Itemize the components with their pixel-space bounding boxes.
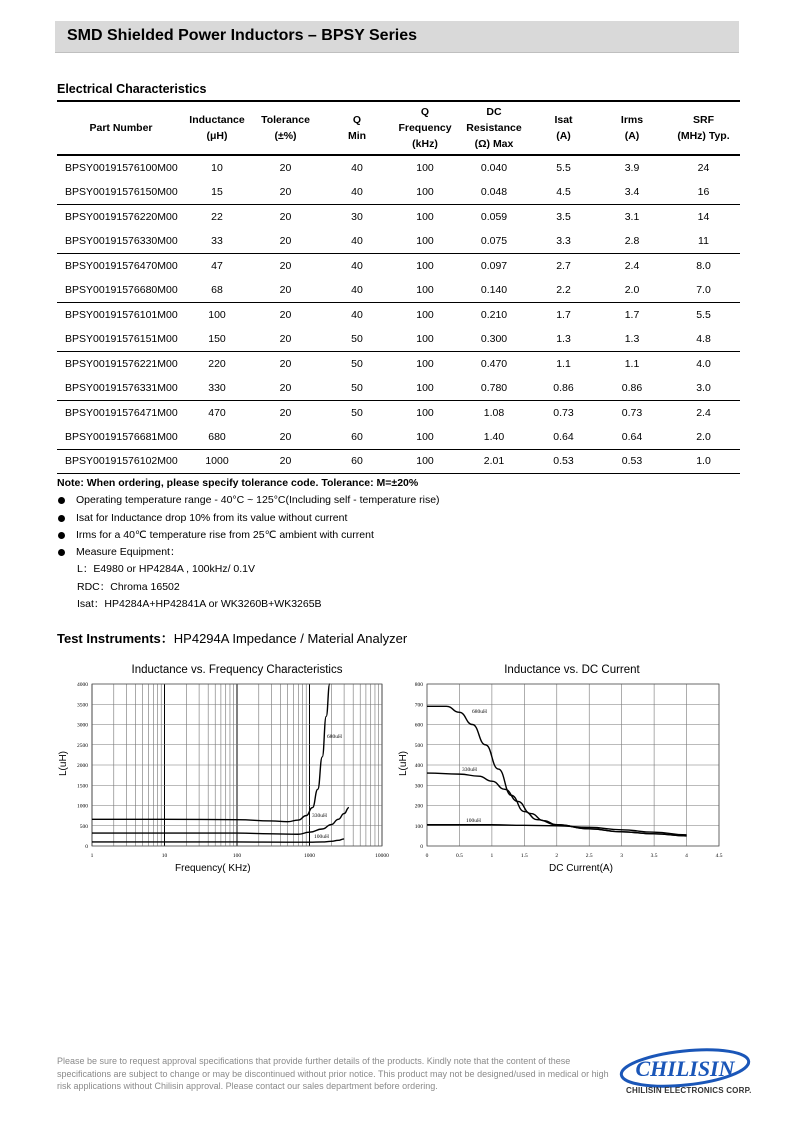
x-tick-label: 10000 [375, 853, 389, 859]
part-number-cell: BPSY00191576680M00 [57, 278, 185, 303]
x-tick-label: 3.5 [650, 853, 658, 859]
column-header-line: Frequency [398, 122, 452, 134]
table-cell: 220 [208, 357, 226, 370]
table-cell: 1.1 [556, 357, 571, 370]
part-number-cell: BPSY00191576220M00 [65, 210, 178, 223]
column-header-line: (±%) [274, 130, 297, 142]
column-header-line: Isat [554, 114, 573, 126]
table-cell: 0.300 [458, 327, 530, 352]
x-tick-label: 1 [490, 853, 494, 859]
chart1-title: Inductance vs. Frequency Characteristics [131, 664, 343, 676]
column-header [530, 101, 597, 155]
table-cell: 4.8 [667, 327, 740, 352]
series-label: 100uH [314, 834, 329, 840]
y-tick-label: 600 [414, 722, 423, 729]
table-cell: 20 [249, 180, 322, 205]
footer-disclaimer: Please be sure to request approval specifications that provide further details of the products. Kindly note that the content of these specifications are subject to change or may be discontinued without prior notice. This product may not be designed/used in medical or high risk applications without Chilisin approval. Please contact our sales department before ordering. [57, 1056, 609, 1091]
table-cell: 100 [416, 210, 434, 223]
table-cell: 24 [697, 161, 710, 174]
table-cell: 0.075 [458, 229, 530, 254]
column-header [392, 101, 458, 155]
table-cell: 20 [279, 406, 292, 419]
table-cell: 2.4 [624, 259, 640, 272]
part-number-cell: BPSY00191576101M00 [65, 308, 178, 321]
part-number-cell: BPSY00191576471M00 [65, 406, 178, 419]
table-row [57, 351, 740, 376]
table-cell: 2.0 [667, 425, 740, 450]
table-cell: 100 [416, 259, 434, 272]
svg-text:CHILISIN: CHILISIN [635, 1056, 735, 1081]
table-cell: 100 [392, 376, 458, 401]
table-cell: 100 [208, 308, 226, 321]
chart1-xlabel: Frequency( KHz) [175, 863, 251, 874]
column-header-line: Q [352, 114, 362, 126]
y-tick-label: 0 [420, 844, 423, 850]
table-cell: 3.4 [597, 180, 667, 205]
table-cell: 100 [392, 327, 458, 352]
bullet-operating-temperature: Operating temperature range - 40°C ~ 125°C(Including self - temperature rise) [57, 492, 440, 509]
table-cell: 47 [211, 259, 223, 272]
table-cell: 2.7 [556, 259, 571, 272]
table-cell: 20 [249, 278, 322, 303]
table-cell: 0.059 [480, 210, 508, 223]
table-cell: 20 [279, 210, 292, 223]
column-header-line: Tolerance [261, 114, 310, 126]
table-cell: 1.3 [597, 327, 667, 352]
chart-inductance-vs-dc-current [400, 676, 735, 862]
table-cell: 8.0 [696, 259, 711, 272]
table-cell: 100 [392, 278, 458, 303]
table-cell: 100 [416, 406, 434, 419]
test-instruments [57, 628, 407, 647]
table-cell: 20 [249, 425, 322, 450]
table-cell: 1.0 [667, 449, 740, 474]
table-cell: 16 [667, 180, 740, 205]
chart1-ylabel: L(uH) [58, 750, 69, 776]
chart2-ylabel: L(uH) [398, 750, 409, 776]
x-tick-label: 1 [90, 853, 94, 859]
table-cell: 40 [322, 229, 392, 254]
table-cell: 2.4 [696, 406, 711, 419]
part-number-cell: BPSY00191576470M00 [65, 259, 178, 272]
chart2-xlabel: DC Current(A) [549, 863, 613, 874]
table-row [57, 449, 740, 474]
column-header-line: (A) [556, 130, 571, 142]
column-header-line: (MHz) Typ. [677, 130, 730, 142]
column-header-line: Q [420, 106, 430, 118]
column-header-line: Inductance [189, 114, 245, 126]
table-row [57, 253, 740, 278]
table-cell: 40 [351, 308, 363, 321]
y-tick-label: 700 [414, 702, 423, 709]
table-cell: 0.86 [530, 376, 597, 401]
table-cell: 0.140 [458, 278, 530, 303]
table-cell: 22 [211, 210, 223, 223]
table-cell: 0.64 [530, 425, 597, 450]
table-row [57, 302, 740, 327]
y-tick-label: 500 [79, 823, 88, 830]
bullet-isat: Isat for Inductance drop 10% from its value without current [57, 510, 440, 527]
table-cell: 100 [416, 308, 434, 321]
page-title: SMD Shielded Power Inductors – BPSY Series [67, 27, 418, 44]
table-cell: 15 [185, 180, 249, 205]
table-cell: 1000 [185, 449, 249, 474]
y-tick-label: 200 [414, 803, 423, 810]
column-header-line: SRF [693, 114, 714, 126]
table-cell: 50 [351, 357, 363, 370]
table-cell: 5.5 [556, 161, 571, 174]
column-header [249, 101, 322, 155]
table-cell: 150 [185, 327, 249, 352]
table-cell: 40 [351, 161, 363, 174]
y-tick-label: 100 [414, 823, 423, 830]
table-cell: 40 [322, 180, 392, 205]
x-tick-label: 2 [555, 853, 559, 859]
table-cell: 60 [322, 449, 392, 474]
column-header [597, 101, 667, 155]
y-tick-label: 3500 [77, 702, 88, 709]
table-cell: 0.048 [458, 180, 530, 205]
table-row [57, 400, 740, 425]
x-tick-label: 100 [232, 853, 242, 859]
bullet-measure-equipment: Measure Equipment： [57, 544, 440, 561]
table-cell: 4.5 [530, 180, 597, 205]
table-row [57, 180, 740, 205]
table-row [57, 155, 740, 180]
table-cell: 3.5 [556, 210, 571, 223]
table-cell: 1.1 [624, 357, 640, 370]
column-header-line: (kHz) [412, 138, 438, 150]
x-tick-label: 3 [620, 853, 624, 859]
series-label: 680uH [327, 734, 342, 740]
table-cell: 11 [667, 229, 740, 254]
table-cell: 50 [351, 406, 363, 419]
table-cell: 100 [392, 449, 458, 474]
y-tick-label: 3000 [77, 722, 88, 729]
table-cell: 20 [279, 161, 292, 174]
table-cell: 60 [322, 425, 392, 450]
table-header-row [57, 101, 740, 155]
table-cell: 0.470 [480, 357, 508, 370]
chart-inductance-vs-frequency [56, 676, 396, 862]
table-cell: 50 [322, 376, 392, 401]
table-row [57, 425, 740, 450]
grid [92, 684, 382, 846]
table-row [57, 229, 740, 254]
table-cell: 2.0 [597, 278, 667, 303]
column-header-line: (μH) [206, 130, 228, 142]
column-header [458, 101, 530, 155]
table-cell: 2.2 [530, 278, 597, 303]
table-cell: 5.5 [696, 308, 711, 321]
series-line-330uH [92, 808, 349, 835]
table-cell: 3.0 [667, 376, 740, 401]
series-label: 330uH [312, 813, 327, 819]
equipment-l: L：E4980 or HP4284A , 100kHz/ 0.1V [77, 563, 256, 576]
table-cell: 100 [392, 229, 458, 254]
electrical-characteristics-table [57, 100, 740, 474]
part-number-cell: BPSY00191576150M00 [57, 180, 185, 205]
column-header [667, 101, 740, 155]
table-cell: 0.210 [480, 308, 508, 321]
x-tick-label: 0 [425, 853, 429, 859]
column-header [185, 101, 249, 155]
table-cell: 0.73 [553, 406, 574, 419]
y-tick-label: 1000 [77, 803, 88, 810]
table-row [57, 204, 740, 229]
table-cell: 1.7 [556, 308, 571, 321]
table-cell: 1.08 [483, 406, 505, 419]
table-cell: 0.86 [597, 376, 667, 401]
section-title: Electrical Characteristics [57, 82, 207, 96]
table-cell: 68 [185, 278, 249, 303]
table-cell: 33 [185, 229, 249, 254]
table-cell: 20 [279, 308, 292, 321]
part-number-cell: BPSY00191576331M00 [57, 376, 185, 401]
column-header-line: Part Number [89, 122, 153, 134]
series-label: 330uH [462, 767, 477, 773]
column-header-line: DC [486, 106, 502, 118]
table-cell: 20 [249, 327, 322, 352]
table-cell: 0.040 [480, 161, 508, 174]
table-cell: 680 [185, 425, 249, 450]
table-cell: 2.8 [597, 229, 667, 254]
x-tick-label: 10 [161, 853, 168, 859]
x-tick-label: 4.5 [715, 853, 723, 859]
header-bar [55, 21, 739, 53]
table-cell: 0.097 [480, 259, 508, 272]
chart2-title: Inductance vs. DC Current [504, 664, 640, 676]
series-label: 100uH [466, 818, 481, 824]
part-number-cell: BPSY00191576151M00 [57, 327, 185, 352]
test-instruments-value: HP4294A Impedance / Material Analyzer [173, 631, 408, 646]
y-tick-label: 400 [414, 763, 423, 769]
part-number-cell: BPSY00191576221M00 [65, 357, 178, 370]
table-cell: 30 [351, 210, 363, 223]
column-header-line: (A) [624, 130, 640, 142]
y-tick-label: 500 [414, 742, 423, 749]
column-header-line: Min [347, 130, 367, 142]
table-cell: 100 [416, 161, 434, 174]
column-header-line: Resistance [466, 122, 522, 134]
equipment-isat: Isat：HP4284A+HP42841A or WK3260B+WK3265B [77, 598, 322, 611]
column-header-line: Irms [620, 114, 644, 126]
series-label: 680uH [472, 709, 487, 715]
table-cell: 0.64 [597, 425, 667, 450]
table-cell: 100 [392, 180, 458, 205]
table-cell: 0.53 [597, 449, 667, 474]
table-cell: 40 [351, 259, 363, 272]
x-tick-label: 2.5 [585, 853, 593, 859]
table-cell: 10 [211, 161, 223, 174]
y-tick-label: 1500 [77, 783, 88, 790]
table-cell: 20 [249, 229, 322, 254]
table-row [57, 278, 740, 303]
table-cell: 0.53 [530, 449, 597, 474]
equipment-rdc: RDC：Chroma 16502 [77, 580, 180, 593]
table-cell: 1.3 [530, 327, 597, 352]
table-cell: 20 [249, 376, 322, 401]
table-cell: 2.01 [458, 449, 530, 474]
x-tick-label: 4 [685, 853, 688, 859]
test-instruments-label: Test Instruments： [57, 631, 174, 646]
notes [57, 475, 440, 613]
column-header [322, 101, 392, 155]
table-cell: 330 [185, 376, 249, 401]
series-line-680uH [92, 684, 330, 822]
table-cell: 3.9 [624, 161, 640, 174]
table-body [57, 155, 740, 474]
table-row [57, 376, 740, 401]
table-cell: 100 [416, 357, 434, 370]
y-tick-label: 4000 [77, 682, 88, 688]
column-header [57, 101, 185, 155]
column-header-line: (Ω) Max [474, 138, 514, 150]
table-cell: 14 [697, 210, 710, 223]
table-cell: 20 [279, 259, 292, 272]
table-cell: 0.73 [621, 406, 643, 419]
table-cell: 20 [279, 357, 292, 370]
y-tick-label: 300 [414, 783, 423, 790]
y-tick-label: 2500 [77, 742, 88, 749]
y-tick-label: 2000 [77, 763, 88, 769]
y-tick-label: 800 [414, 682, 423, 688]
table-row [57, 327, 740, 352]
ordering-note: Note: When ordering, please specify tolerance code. Tolerance: M=±20% [57, 477, 419, 489]
part-number-cell: BPSY00191576100M00 [65, 161, 178, 174]
table-cell: 1.7 [624, 308, 640, 321]
part-number-cell: BPSY00191576681M00 [57, 425, 185, 450]
table-cell: 7.0 [667, 278, 740, 303]
bullet-irms: Irms for a 40℃ temperature rise from 25℃ ambient with current [57, 527, 440, 544]
x-tick-label: 1.5 [520, 853, 528, 859]
table-cell: 470 [208, 406, 226, 419]
table-cell: 1.40 [458, 425, 530, 450]
x-tick-label: 1000 [304, 853, 315, 859]
company-name: CHILISIN ELECTRONICS CORP. [626, 1086, 752, 1095]
y-tick-label: 0 [85, 844, 88, 850]
table-cell: 100 [392, 425, 458, 450]
table-cell: 3.1 [624, 210, 640, 223]
table-cell: 4.0 [696, 357, 711, 370]
x-tick-label: 0.5 [456, 853, 463, 859]
table-cell: 0.780 [458, 376, 530, 401]
table-cell: 40 [322, 278, 392, 303]
part-number-cell: BPSY00191576330M00 [57, 229, 185, 254]
table-cell: 50 [322, 327, 392, 352]
table-cell: 20 [249, 449, 322, 474]
table-cell: 3.3 [530, 229, 597, 254]
part-number-cell: BPSY00191576102M00 [57, 449, 185, 474]
